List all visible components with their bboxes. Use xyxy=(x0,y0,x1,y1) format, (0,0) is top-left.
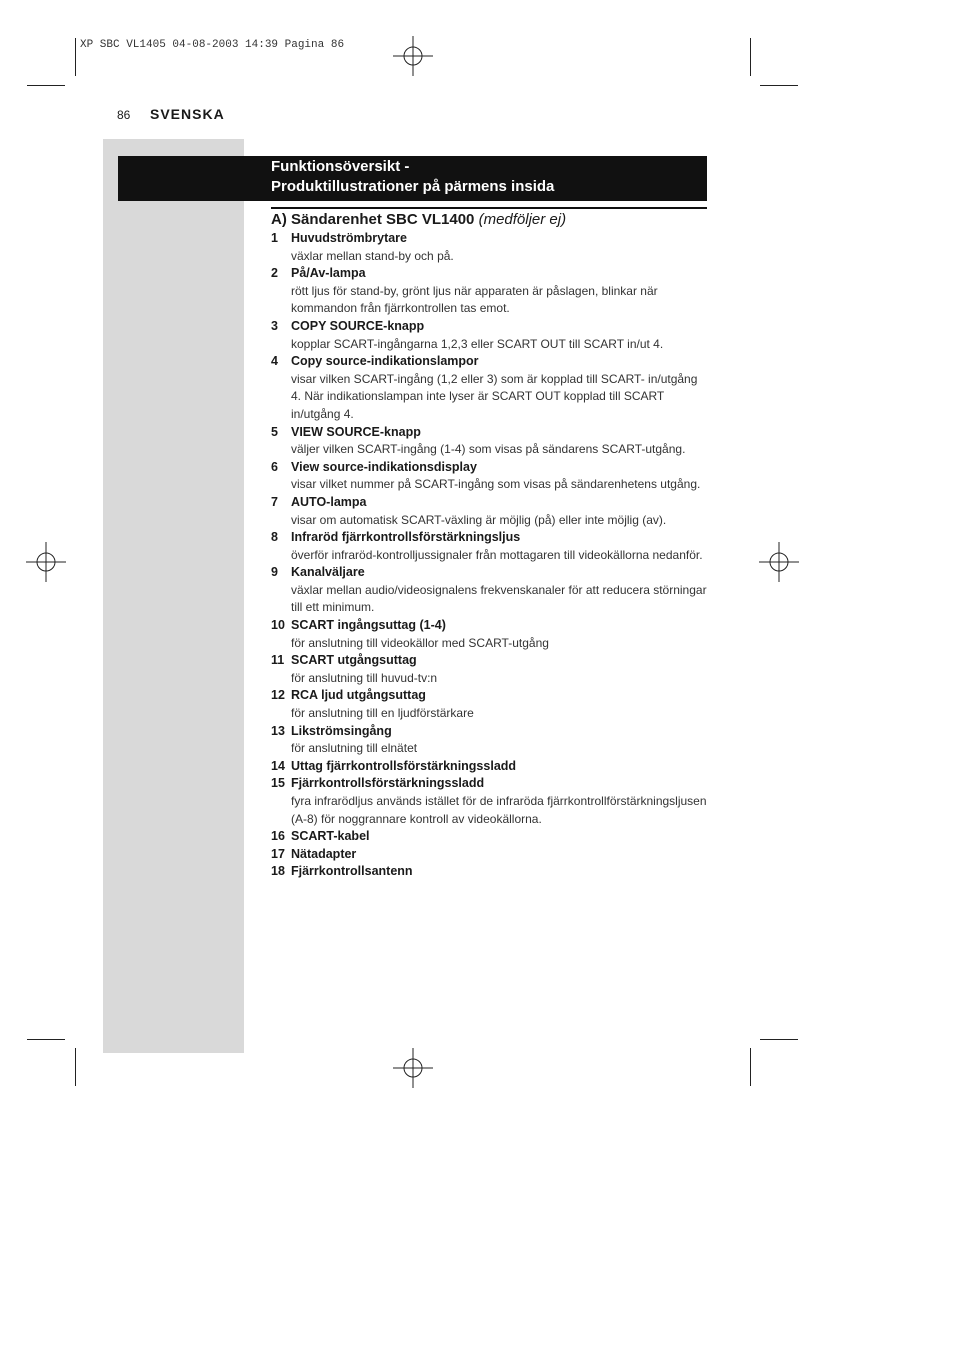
list-item xyxy=(271,617,707,652)
list-item xyxy=(271,230,707,265)
crop-mark xyxy=(27,1039,65,1040)
list-item-title xyxy=(271,617,707,635)
list-item xyxy=(271,687,707,722)
list-item-number: 13 xyxy=(271,723,285,738)
registration-mark-icon xyxy=(393,1048,433,1088)
list-item-title xyxy=(271,863,707,881)
list-item xyxy=(271,775,707,828)
list-item-description: fyra infrarödljus används istället för de infraröda fjärrkontrollförstärkningsljusen (A-8) för noggrannare kontroll av videokällorna. xyxy=(291,794,707,826)
crop-mark xyxy=(75,1048,76,1086)
list-item-title xyxy=(271,723,707,741)
list-item-label: COPY SOURCE-knapp xyxy=(291,318,425,333)
list-item xyxy=(271,318,707,353)
list-item-description: kopplar SCART-ingångarna 1,2,3 eller SCART OUT till SCART in/ut 4. xyxy=(291,336,664,351)
section-heading-note: (medföljer ej) xyxy=(478,211,567,228)
list-item-number: 9 xyxy=(271,565,278,580)
list-item-number: 8 xyxy=(271,530,278,545)
list-item-label: Infraröd fjärrkontrollsförstärkningsljus xyxy=(291,530,521,545)
page-number: 86 xyxy=(117,108,131,122)
list-item-number: 3 xyxy=(271,318,278,333)
page-title xyxy=(271,157,554,197)
list-item-label: Fjärrkontrollsförstärkningssladd xyxy=(291,776,485,791)
list-item xyxy=(271,828,707,846)
list-item-label: SCART utgångsuttag xyxy=(291,653,417,668)
list-item-label: På/Av-lampa xyxy=(291,266,366,281)
list-item-label: SCART-kabel xyxy=(291,829,370,844)
list-item xyxy=(271,459,707,494)
section-heading-text: A) Sändarenhet SBC VL1400 xyxy=(271,211,475,228)
list-item-number: 15 xyxy=(271,776,285,791)
list-item xyxy=(271,846,707,864)
list-item-title xyxy=(271,846,707,864)
list-item-title xyxy=(271,494,707,512)
list-item-number: 14 xyxy=(271,758,285,773)
list-item-label: AUTO-lampa xyxy=(291,494,367,509)
page-title-line-2: Produktillustrationer på pärmens insida xyxy=(271,178,555,195)
list-item-description: för anslutning till huvud-tv:n xyxy=(291,670,438,685)
list-item-label: SCART ingångsuttag (1-4) xyxy=(291,618,446,633)
side-column xyxy=(103,139,244,1053)
list-item xyxy=(271,564,707,617)
section-divider xyxy=(271,207,707,209)
list-item-number: 5 xyxy=(271,424,278,439)
list-item-title xyxy=(271,529,707,547)
feature-list xyxy=(271,230,707,881)
list-item-title xyxy=(271,230,707,248)
list-item-title xyxy=(271,564,707,582)
print-header: XP SBC VL1405 04-08-2003 14:39 Pagina 86 xyxy=(80,39,345,51)
list-item-label: Uttag fjärrkontrollsförstärkningssladd xyxy=(291,758,517,773)
list-item xyxy=(271,652,707,687)
registration-mark-icon xyxy=(393,36,433,76)
section-heading xyxy=(271,210,566,230)
list-item xyxy=(271,494,707,529)
list-item-label: Nätadapter xyxy=(291,846,357,861)
list-item-title xyxy=(271,265,707,283)
list-item xyxy=(271,529,707,564)
list-item xyxy=(271,265,707,318)
list-item-number: 10 xyxy=(271,618,285,633)
list-item xyxy=(271,424,707,459)
list-item-description: för anslutning till videokällor med SCART-utgång xyxy=(291,635,549,650)
list-item-title xyxy=(271,828,707,846)
list-item-title xyxy=(271,775,707,793)
list-item-description: för anslutning till elnätet xyxy=(291,741,418,756)
list-item-description: visar om automatisk SCART-växling är möjlig (på) eller inte möjlig (av). xyxy=(291,512,667,527)
list-item-number: 4 xyxy=(271,354,278,369)
crop-mark xyxy=(760,85,798,86)
list-item-description: visar vilket nummer på SCART-ingång som visas på sändarenhetens utgång. xyxy=(291,477,701,492)
list-item-title xyxy=(271,353,707,371)
list-item-label: Fjärrkontrollsantenn xyxy=(291,864,413,879)
list-item-number: 12 xyxy=(271,688,285,703)
list-item-label: Likströmsingång xyxy=(291,723,392,738)
language-label: SVENSKA xyxy=(150,106,225,122)
list-item-label: VIEW SOURCE-knapp xyxy=(291,424,421,439)
list-item-description: för anslutning till en ljudförstärkare xyxy=(291,706,474,721)
list-item-title xyxy=(271,652,707,670)
list-item-label: Copy source-indikationslampor xyxy=(291,354,479,369)
list-item-number: 1 xyxy=(271,231,278,245)
list-item-label: Kanalväljare xyxy=(291,565,365,580)
list-item-description: växlar mellan audio/videosignalens frekvenskanaler för att reducera störningar till ett minimum. xyxy=(291,582,707,615)
list-item-description: överför infraröd-kontrolljussignaler från mottagaren till videokällorna nedanför. xyxy=(291,547,703,562)
list-item-number: 2 xyxy=(271,266,278,281)
list-item-number: 17 xyxy=(271,846,285,861)
list-item-title xyxy=(271,758,707,776)
list-item-label: Huvudströmbrytare xyxy=(291,231,407,245)
crop-mark xyxy=(750,38,751,76)
page-title-line-1: Funktionsöversikt - xyxy=(271,158,410,175)
list-item-description: väljer vilken SCART-ingång (1-4) som visas på sändarens SCART-utgång. xyxy=(291,442,686,457)
list-item-label: RCA ljud utgångsuttag xyxy=(291,688,426,703)
list-item-title xyxy=(271,424,707,442)
registration-mark-icon xyxy=(759,542,799,582)
list-item xyxy=(271,758,707,776)
list-item-title xyxy=(271,687,707,705)
list-item-title xyxy=(271,459,707,477)
crop-mark xyxy=(27,85,65,86)
list-item-description: rött ljus för stand-by, grönt ljus när apparaten är påslagen, blinkar när kommandon från fjärrkontrollen tas emot. xyxy=(291,283,658,316)
list-item xyxy=(271,723,707,758)
list-item-number: 11 xyxy=(271,653,285,668)
crop-mark xyxy=(750,1048,751,1086)
list-item xyxy=(271,863,707,881)
registration-mark-icon xyxy=(26,542,66,582)
list-item-number: 7 xyxy=(271,494,278,509)
crop-mark xyxy=(760,1039,798,1040)
crop-mark xyxy=(75,38,76,76)
list-item-number: 16 xyxy=(271,829,285,844)
list-item-number: 6 xyxy=(271,459,278,474)
list-item-description: visar vilken SCART-ingång (1,2 eller 3) som är kopplad till SCART- in/utgång 4. När indikationslampan inte lyser är SCART OUT kopplad till SCART in/utgång 4. xyxy=(291,371,698,421)
list-item-description: växlar mellan stand-by och på. xyxy=(291,248,454,263)
list-item xyxy=(271,353,707,423)
list-item-title xyxy=(271,318,707,336)
list-item-label: View source-indikationsdisplay xyxy=(291,459,477,474)
list-item-number: 18 xyxy=(271,864,285,879)
